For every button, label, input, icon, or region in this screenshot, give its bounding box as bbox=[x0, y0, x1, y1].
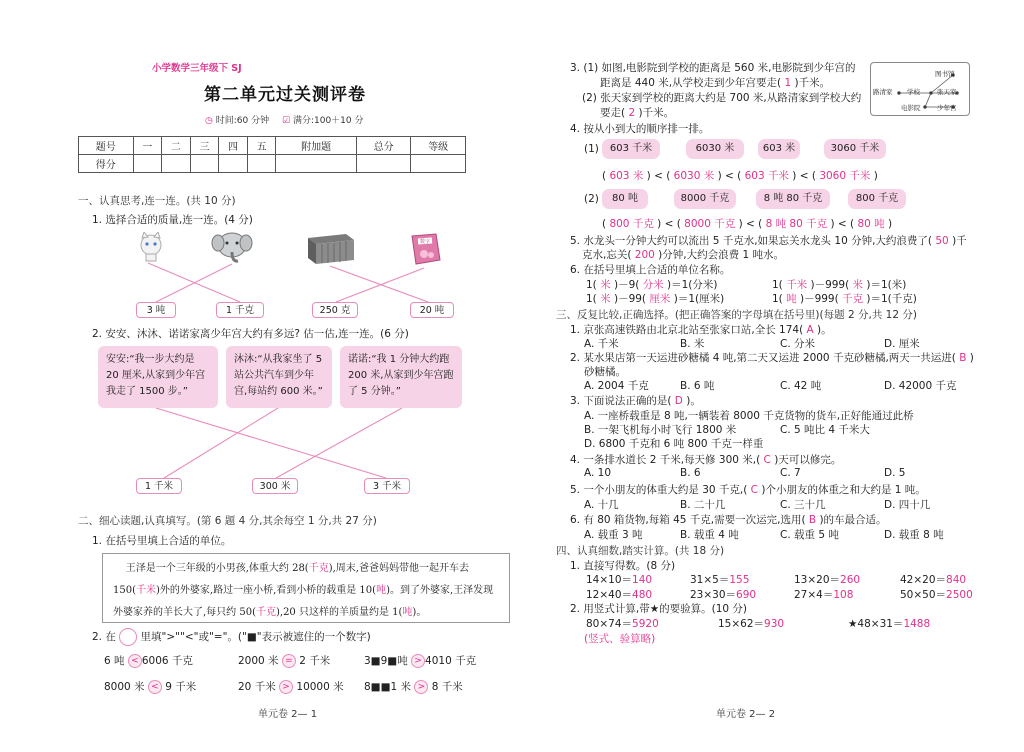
calc-item: 14×10＝140 bbox=[586, 574, 653, 586]
question-3-2b: 要走( 2 )千米。 bbox=[600, 107, 675, 119]
compare-sign[interactable]: < bbox=[128, 654, 142, 668]
table-header: 题号 bbox=[79, 137, 134, 155]
choice-option[interactable]: D. 42000 千克 bbox=[884, 380, 957, 392]
answer[interactable]: 1 bbox=[784, 77, 792, 89]
story-passage: 王泽是一个三年级的小男孩,体重大约 28(千克),周末,爸爸妈妈带他一起开车去 150(千米)外的外婆家,路过一座小桥,看到小桥的载重是 10(吨)。到了外婆家,王泽发现外婆家养的羊长大了,每只约 50(千克),20 只这样的羊质量约是 1(吨)。 bbox=[102, 553, 510, 623]
book-cover-tag: 数字 bbox=[420, 239, 431, 245]
speech-bubble-mumu: 沐沐:“从我家坐了 5 站公共汽车到少年宫,每站约 600 米。” bbox=[226, 346, 332, 408]
choice-option[interactable]: C. 载重 5 吨 bbox=[780, 529, 839, 541]
answer[interactable]: D bbox=[674, 395, 683, 407]
choice-option[interactable]: A. 载重 3 吨 bbox=[584, 529, 643, 541]
answer[interactable]: 千克 bbox=[308, 563, 329, 574]
question-2-1: 1. 在括号里填上合适的单位。 bbox=[92, 535, 232, 547]
unit-row: 1( 千米 )－999( 米 )＝1(米) bbox=[772, 279, 907, 291]
choice-option[interactable]: C. 7 bbox=[780, 467, 801, 479]
speech-bubble-nuonuo: 诺诺:“我 1 分钟大约跑 200 米,从家到少年宫跑了 5 分钟。” bbox=[340, 346, 462, 408]
circle-icon bbox=[119, 628, 137, 646]
order-pill[interactable]: 8 吨 80 千克 bbox=[756, 189, 830, 209]
choice-option[interactable]: D. 6800 千克和 6 吨 800 千克一样重 bbox=[584, 438, 764, 450]
choice-question: 4. 一条排水道长 2 千米,每天修 300 米,( C )天可以修完。 bbox=[570, 454, 842, 466]
answer[interactable]: B bbox=[808, 514, 817, 526]
map-label: 电影院 bbox=[901, 104, 921, 112]
question-continuation: 砂糖橘。 bbox=[584, 366, 626, 378]
choice-question: 2. 某水果店第一天运进砂糖橘 4 吨,第二天又运进 2000 千克砂糖橘,两天一共运进( B ) bbox=[570, 352, 974, 364]
choice-question: 1. 京张高速铁路由北京北站至张家口站,全长 174( A )。 bbox=[570, 324, 832, 336]
table-header: 四 bbox=[219, 137, 248, 155]
section-1-heading: 一、认真思考,连一连。(共 10 分) bbox=[78, 195, 236, 207]
map-label: 路清家 bbox=[873, 88, 893, 96]
calc-item: 42×20＝840 bbox=[900, 574, 967, 586]
choice-question: 6. 有 80 箱货物,每箱 45 千克,需要一次运完,选用( B )的车最合适。 bbox=[570, 514, 887, 526]
map-label: 少年宫 bbox=[937, 104, 957, 112]
answer[interactable]: 200 bbox=[634, 249, 655, 261]
question-4-1: 1. 直接写得数。(8 分) bbox=[570, 560, 676, 572]
vertical-calc: 80×74＝5920 bbox=[586, 618, 659, 630]
table-header: 等级 bbox=[411, 137, 466, 155]
vertical-calc: ★48×31＝1488 bbox=[848, 618, 931, 630]
choice-option[interactable]: D. 厘米 bbox=[884, 338, 920, 350]
map-diagram bbox=[870, 62, 970, 116]
answer[interactable]: 吨 bbox=[376, 585, 387, 596]
page-title: 第二单元过关测评卷 bbox=[204, 85, 366, 105]
choice-option[interactable]: C. 5 吨比 4 千米大 bbox=[780, 424, 870, 436]
choice-option[interactable]: C. 分米 bbox=[780, 338, 816, 350]
compare-sign[interactable]: > bbox=[414, 680, 428, 694]
order-pill[interactable]: 603 米 bbox=[758, 139, 800, 159]
unit-row: 1( 米 )－9( 分米 )＝1(分米) bbox=[586, 279, 718, 291]
choice-option[interactable]: B. 6 bbox=[680, 467, 701, 479]
choice-option[interactable]: A. 2004 千克 bbox=[584, 380, 649, 392]
question-3-1b: 距离是 440 米,从学校走到少年宫要走( 1 )千米。 bbox=[600, 77, 831, 89]
compare-sign[interactable]: > bbox=[411, 654, 425, 668]
calc-item: 50×50＝2500 bbox=[900, 589, 973, 601]
order-pill[interactable]: 80 吨 bbox=[602, 189, 648, 209]
map-label: 学校 bbox=[907, 88, 920, 96]
clock-icon: ◷ bbox=[205, 116, 213, 126]
vertical-calc: 15×62＝930 bbox=[718, 618, 785, 630]
distance-box[interactable]: 1 千米 bbox=[136, 478, 182, 494]
answer[interactable]: A bbox=[806, 324, 814, 336]
map-label: 张天家 bbox=[937, 88, 957, 96]
table-header: 总分 bbox=[356, 137, 411, 155]
choice-option[interactable]: C. 42 吨 bbox=[780, 380, 822, 392]
order-pill[interactable]: 6030 米 bbox=[686, 139, 744, 159]
calc-item: 31×5＝155 bbox=[690, 574, 750, 586]
sub-label: (2) bbox=[584, 193, 599, 205]
question-2: 2. 安安、沐沐、诺诺家离少年宫大约有多远? 估一估,连一连。(6 分) bbox=[92, 328, 409, 340]
section-3-heading: 三、反复比较,正确选择。(把正确答案的字母填在括号里)(每题 2 分,共 12 分) bbox=[556, 309, 917, 321]
unit-row: 1( 吨 )－999( 千克 )＝1(千克) bbox=[772, 293, 917, 305]
question-3-2: (2) 张天家到学校的距离大约是 700 米,从路清家到学校大约 bbox=[582, 92, 862, 104]
table-header: 二 bbox=[162, 137, 191, 155]
calc-item: 13×20＝260 bbox=[794, 574, 861, 586]
table-header: 一 bbox=[133, 137, 162, 155]
table-row-label: 得分 bbox=[79, 155, 134, 173]
weight-box[interactable]: 1 千克 bbox=[216, 302, 264, 318]
time-info: ◷ 时间:60 分钟 bbox=[205, 116, 270, 126]
answer[interactable]: 吨 bbox=[402, 607, 413, 618]
answer[interactable]: C bbox=[750, 484, 759, 496]
question-2-2: 2. 在 里填">""<"或"="。("■"表示被遮住的一个数字) bbox=[92, 628, 371, 646]
choice-option[interactable]: B. 米 bbox=[680, 338, 705, 350]
answer[interactable]: 千克 bbox=[255, 607, 276, 618]
answer[interactable]: 千米 bbox=[136, 585, 156, 596]
order-pill[interactable]: 603 千米 bbox=[602, 139, 660, 159]
calc-item: 12×40＝480 bbox=[586, 589, 653, 601]
choice-option[interactable]: A. 千米 bbox=[584, 338, 619, 350]
answer[interactable]: 50 bbox=[935, 235, 949, 247]
choice-option[interactable]: A. 一座桥载重是 8 吨,一辆装着 8000 千克货物的货车,正好能通过此桥 bbox=[584, 410, 914, 422]
choice-question: 3. 下面说法正确的是( D )。 bbox=[570, 395, 701, 407]
compare-item: 20 千米 > 10000 米 bbox=[238, 681, 344, 693]
order-answer-1: ( 603 米 ) < ( 6030 米 ) < ( 603 千米 ) < ( 3060 千米 ) bbox=[602, 170, 878, 182]
choice-option[interactable]: B. 6 吨 bbox=[680, 380, 715, 392]
choice-question: 5. 一个小朋友的体重大约是 30 千克,( C )个小朋友的体重之和大约是 1 吨。 bbox=[570, 484, 926, 496]
table-header: 五 bbox=[247, 137, 276, 155]
section-4-heading: 四、认真细数,踏实计算。(共 18 分) bbox=[556, 545, 725, 557]
table-header: 附加题 bbox=[276, 137, 357, 155]
answer[interactable]: C bbox=[763, 454, 771, 466]
weight-box[interactable]: 250 克 bbox=[312, 302, 358, 318]
choice-option[interactable]: B. 二十几 bbox=[680, 499, 726, 511]
choice-option[interactable]: A. 10 bbox=[584, 467, 612, 479]
compare-item: 3■9■吨 > 4010 千克 bbox=[364, 655, 477, 667]
choice-option[interactable]: B. 一架飞机每小时飞行 1800 米 bbox=[584, 424, 737, 436]
page-footer: 单元卷 2— 1 bbox=[258, 709, 318, 720]
order-pill[interactable]: 3060 千米 bbox=[824, 139, 886, 159]
distance-box[interactable]: 3 千米 bbox=[364, 478, 410, 494]
weight-box[interactable]: 3 吨 bbox=[136, 302, 176, 318]
choice-option[interactable]: A. 十几 bbox=[584, 499, 619, 511]
series-label: 小学数学三年级下 SJ bbox=[152, 63, 242, 74]
page-footer: 单元卷 2— 2 bbox=[716, 709, 776, 720]
question-5b: 克水,忘关( 200 )分钟,大约会浪费 1 吨水。 bbox=[582, 249, 784, 261]
answer[interactable]: B bbox=[959, 352, 967, 364]
choice-option[interactable]: D. 5 bbox=[884, 467, 906, 479]
compare-item: 8000 米 < 9 千米 bbox=[104, 681, 197, 693]
score-info: ☑ 满分:100＋10 分 bbox=[282, 116, 364, 126]
question-6: 6. 在括号里填上合适的单位名称。 bbox=[570, 264, 731, 276]
calc-item: 23×30＝690 bbox=[690, 589, 757, 601]
weight-box[interactable]: 20 吨 bbox=[410, 302, 454, 318]
compare-item: 6 吨 < 6006 千克 bbox=[104, 655, 193, 667]
question-4: 4. 按从小到大的顺序排一排。 bbox=[570, 123, 710, 135]
order-answer-2: ( 800 千克 ) < ( 8000 千克 ) < ( 8 吨 80 千克 ) < ( 80 吨 ) bbox=[602, 218, 893, 230]
question-4-2: 2. 用竖式计算,带★的要验算。(10 分) bbox=[570, 603, 747, 615]
order-pill[interactable]: 8000 千克 bbox=[674, 189, 736, 209]
choice-option[interactable]: C. 三十几 bbox=[780, 499, 826, 511]
table-header: 三 bbox=[190, 137, 219, 155]
answer[interactable]: 2 bbox=[628, 107, 636, 119]
sub-label: (1) bbox=[584, 143, 599, 155]
vertical-calc-note: (竖式、验算略) bbox=[584, 633, 656, 645]
question-3-1: 3. (1) 如图,电影院到学校的距离是 560 米,电影院到少年宫的 bbox=[570, 62, 856, 74]
speech-bubble-anan: 安安:“我一步大约是 20 厘米,从家到少年宫我走了 1500 步。” bbox=[98, 346, 218, 408]
calc-item: 27×4＝108 bbox=[794, 589, 854, 601]
compare-sign[interactable]: > bbox=[279, 680, 293, 694]
choice-option[interactable]: B. 载重 4 吨 bbox=[680, 529, 739, 541]
compare-sign[interactable]: < bbox=[148, 680, 162, 694]
order-pill[interactable]: 800 千克 bbox=[848, 189, 906, 209]
section-2-heading: 二、细心读题,认真填写。(第 6 题 4 分,其余每空 1 分,共 27 分) bbox=[78, 515, 377, 527]
choice-option[interactable]: D. 四十几 bbox=[884, 499, 931, 511]
distance-box[interactable]: 300 米 bbox=[252, 478, 298, 494]
compare-sign[interactable]: = bbox=[282, 654, 296, 668]
map-label: 图书馆 bbox=[935, 70, 955, 78]
question-1: 1. 选择合适的质量,连一连。(4 分) bbox=[92, 214, 253, 226]
choice-option[interactable]: D. 载重 8 吨 bbox=[884, 529, 944, 541]
compare-item: 8■■1 米 > 8 千米 bbox=[364, 681, 463, 693]
compare-item: 2000 米 = 2 千米 bbox=[238, 655, 331, 667]
checkbox-icon: ☑ bbox=[282, 116, 291, 126]
unit-row: 1( 米 )－99( 厘米 )＝1(厘米) bbox=[586, 293, 725, 305]
question-5: 5. 水龙头一分钟大约可以流出 5 千克水,如果忘关水龙头 10 分钟,大约浪费了( 50 )千 bbox=[570, 235, 967, 247]
